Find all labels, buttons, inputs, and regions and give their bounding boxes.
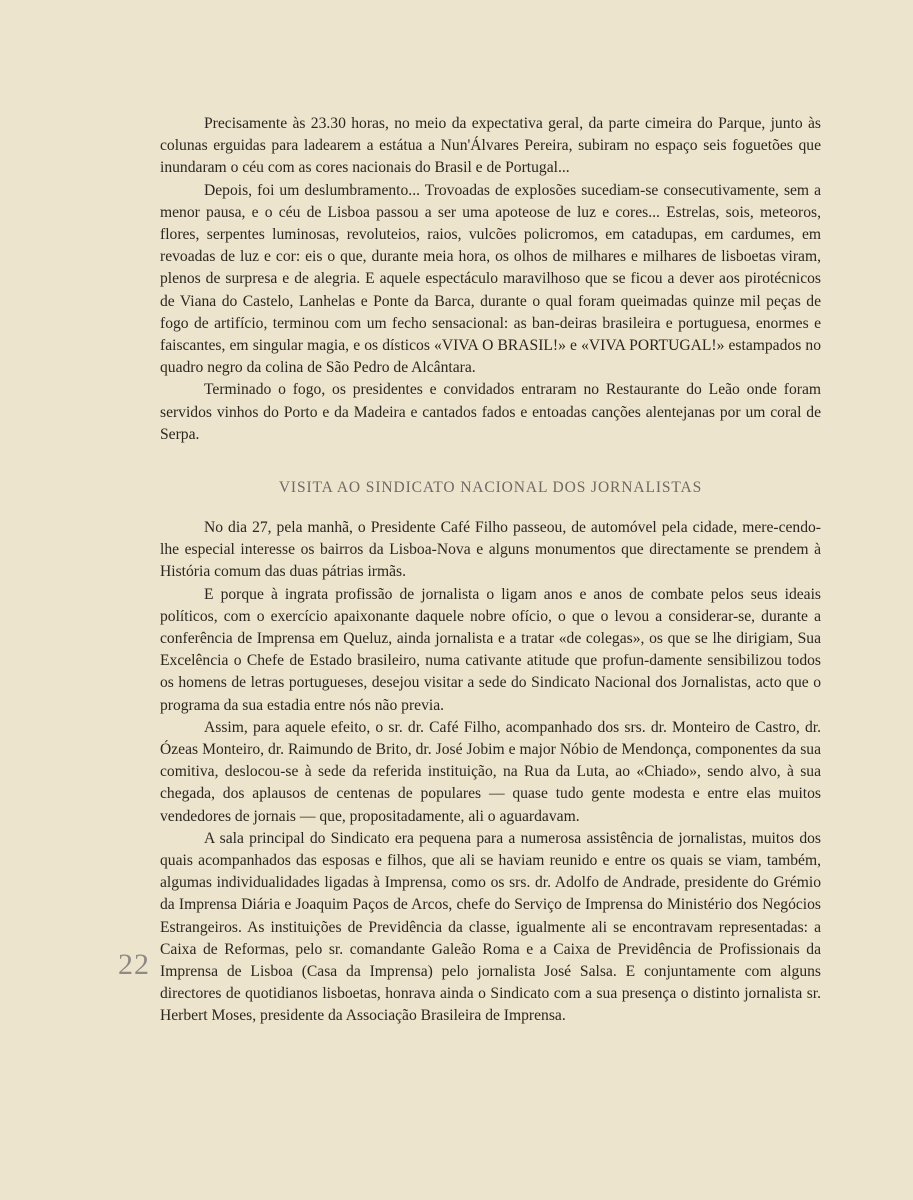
paragraph: Depois, foi um deslumbramento... Trovoadas de explosões sucediam-se consecutivamente, sem a menor pausa, e o céu de Lisboa passou a ser uma apoteose de luz e cores... Estrelas, sois, meteoros, flores, serpentes luminosas, revoluteios, raios, vulcões policromos, em catadupas, em cardumes, em revoadas de luz e cor: eis o que, durante meia hora, os olhos de milhares e milhares de lisboetas viram, plenos de surpresa e de alegria. E aquele espectáculo maravilhoso que se ficou a dever aos pirotécnicos de Viana do Castelo, Lanhelas e Ponte da Barca, durante o qual foram queimadas quinze mil peças de fogo de artifício, terminou com um fecho sensacional: as ban-deiras brasileira e portuguesa, enormes e faiscantes, em singular magia, e os dísticos «VIVA O BRASIL!» e «VIVA PORTUGAL!» estampados no quadro negro da colina de São Pedro de Alcântara. — [160, 181, 821, 377]
body-text-section-fireworks — [160, 113, 821, 446]
paragraph: Precisamente às 23.30 horas, no meio da expectativa geral, da parte cimeira do Parque, junto às colunas erguidas para ladearem a estátua a Nun'Álvares Pereira, subiram no espaço seis foguetões que inundaram o céu com as cores nacionais do Brasil e de Portugal... — [160, 115, 821, 177]
paragraph: Terminado o fogo, os presidentes e convidados entraram no Restaurante do Leão onde foram servidos vinhos do Porto e da Madeira e cantados fados e entoadas canções alentejanas por um coral de Serpa. — [160, 381, 821, 443]
page-number: 22 — [118, 948, 150, 981]
paragraph: E porque à ingrata profissão de jornalista o ligam anos e anos de combate pelos seus ideais políticos, com o exercício apaixonante daquele nobre ofício, o que o levou a considerar-se, durante a conferência de Imprensa em Queluz, ainda jornalista e a tratar «de colegas», os que se lhe dirigiam, Sua Excelência o Chefe de Estado brasileiro, numa cativante atitude que profun-damente sensibilizou todos os homens de letras portugueses, desejou visitar a sede do Sindicato Nacional dos Jornalistas, acto que o programa da sua estadia entre nós não previa. — [160, 585, 821, 714]
section-heading: VISITA AO SINDICATO NACIONAL DOS JORNALISTAS — [278, 479, 703, 496]
paragraph: A sala principal do Sindicato era pequena para a numerosa assistência de jornalistas, muitos dos quais acompanhados das esposas e filhos, que ali se haviam reunido e entre os quais se viam, também, algumas individualidades ligadas à Imprensa, como os srs. dr. Adolfo de Andrade, presidente do Grémio da Imprensa Diária e Joaquim Paços de Arcos, chefe do Serviço de Imprensa do Ministério dos Negócios Estrangeiros. As instituições de Previdência da classe, igualmente ali se encontravam representadas: a Caixa de Reformas, pelo sr. comandante Galeão Roma e a Caixa de Previdência de Profissionais da Imprensa de Lisboa (Casa da Imprensa) pelo jornalista José Salsa. E conjuntamente com alguns directores de quotidianos lisboetas, honrava ainda o Sindicato com a sua presença o distinto jornalista sr. Herbert Moses, presidente da Associação Brasileira de Imprensa. — [160, 829, 821, 1025]
paragraph: No dia 27, pela manhã, o Presidente Café Filho passeou, de automóvel pela cidade, mere-cendo-lhe especial interesse os bairros da Lisboa-Nova e alguns monumentos que directamente se prendem à História comum das duas pátrias irmãs. — [160, 519, 821, 581]
body-text-section-visit — [160, 517, 821, 1028]
paragraph: Assim, para aquele efeito, o sr. dr. Café Filho, acompanhado dos srs. dr. Monteiro de Castro, dr. Ózeas Monteiro, dr. Raimundo de Brito, dr. José Jobim e major Nóbio de Mendonça, componentes da sua comitiva, deslocou-se à sede da referida instituição, na Rua da Luta, ao «Chiado», sendo alvo, à sua chegada, dos aplausos de centenas de populares — quase tudo gente modesta e entre elas muitos vendedores de jornais — que, propositadamente, ali o aguardavam. — [160, 718, 821, 825]
